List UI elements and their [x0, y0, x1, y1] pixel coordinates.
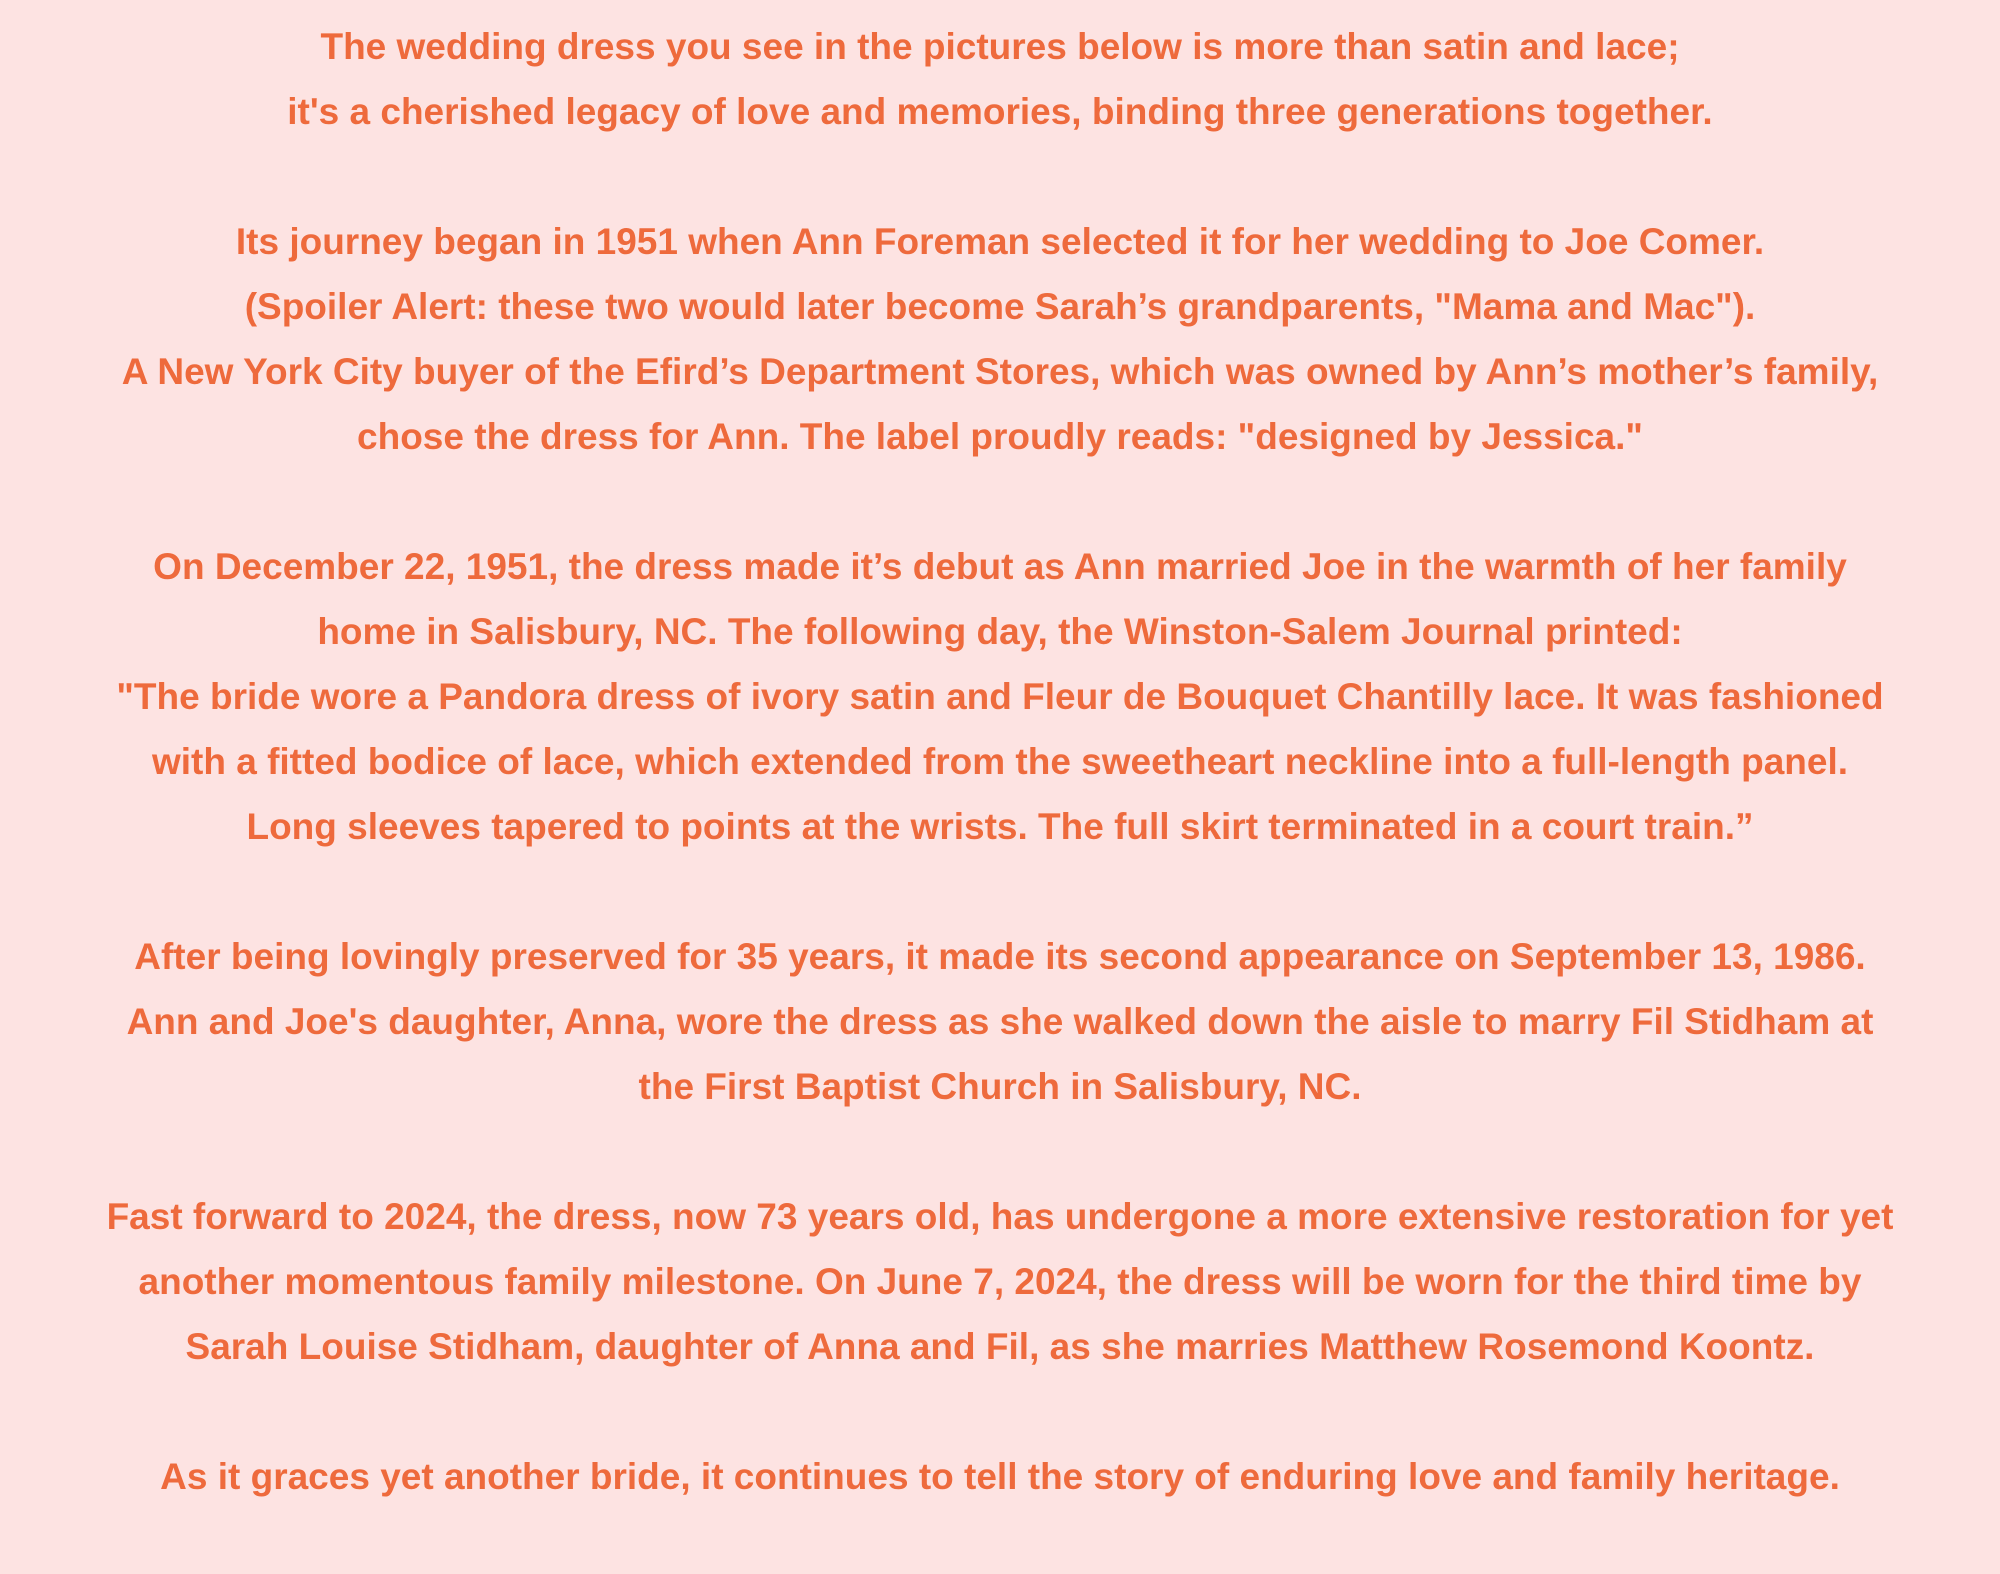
closing-paragraph — [0, 1444, 2000, 1509]
story-line: The wedding dress you see in the pictures below is more than satin and lace; — [320, 26, 1680, 67]
story-line: with a fitted bodice of lace, which extended from the sweetheart neckline into a full-length panel. — [151, 741, 1849, 782]
debut-paragraph — [0, 534, 2000, 859]
restoration-paragraph — [0, 1184, 2000, 1379]
story-line: On December 22, 1951, the dress made it’s debut as Ann married Joe in the warmth of her family — [153, 546, 1847, 587]
journey-paragraph — [0, 209, 2000, 469]
story-line: home in Salisbury, NC. The following day, the Winston-Salem Journal printed: — [317, 611, 1683, 652]
story-line: A New York City buyer of the Efird’s Department Stores, which was owned by Ann’s mother’s family, — [121, 351, 1879, 392]
story-line: Its journey began in 1951 when Ann Foreman selected it for her wedding to Joe Comer. — [235, 221, 1765, 262]
story-line: another momentous family milestone. On June 7, 2024, the dress will be worn for the third time by — [138, 1261, 1862, 1302]
story-line: it's a cherished legacy of love and memories, binding three generations together. — [287, 91, 1713, 132]
intro-paragraph — [0, 14, 2000, 144]
story-line: As it graces yet another bride, it continues to tell the story of enduring love and family heritage. — [160, 1456, 1840, 1497]
story-line: "The bride wore a Pandora dress of ivory satin and Fleur de Bouquet Chantilly lace. It was fashioned — [116, 676, 1884, 717]
story-line: the First Baptist Church in Salisbury, NC. — [638, 1066, 1362, 1107]
story-line: chose the dress for Ann. The label proudly reads: "designed by Jessica." — [357, 416, 1643, 457]
story-line: After being lovingly preserved for 35 years, it made its second appearance on September 13, 1986. — [134, 936, 1866, 977]
second-appearance-paragraph — [0, 924, 2000, 1119]
story-line: (Spoiler Alert: these two would later become Sarah’s grandparents, "Mama and Mac"). — [244, 286, 1756, 327]
story-line: Sarah Louise Stidham, daughter of Anna and Fil, as she marries Matthew Rosemond Koontz. — [185, 1326, 1815, 1367]
story-line: Fast forward to 2024, the dress, now 73 years old, has undergone a more extensive restoration for yet — [106, 1196, 1894, 1237]
story-line: Ann and Joe's daughter, Anna, wore the dress as she walked down the aisle to marry Fil Stidham at — [126, 1001, 1874, 1042]
story-line: Long sleeves tapered to points at the wrists. The full skirt terminated in a court train.” — [246, 806, 1754, 847]
